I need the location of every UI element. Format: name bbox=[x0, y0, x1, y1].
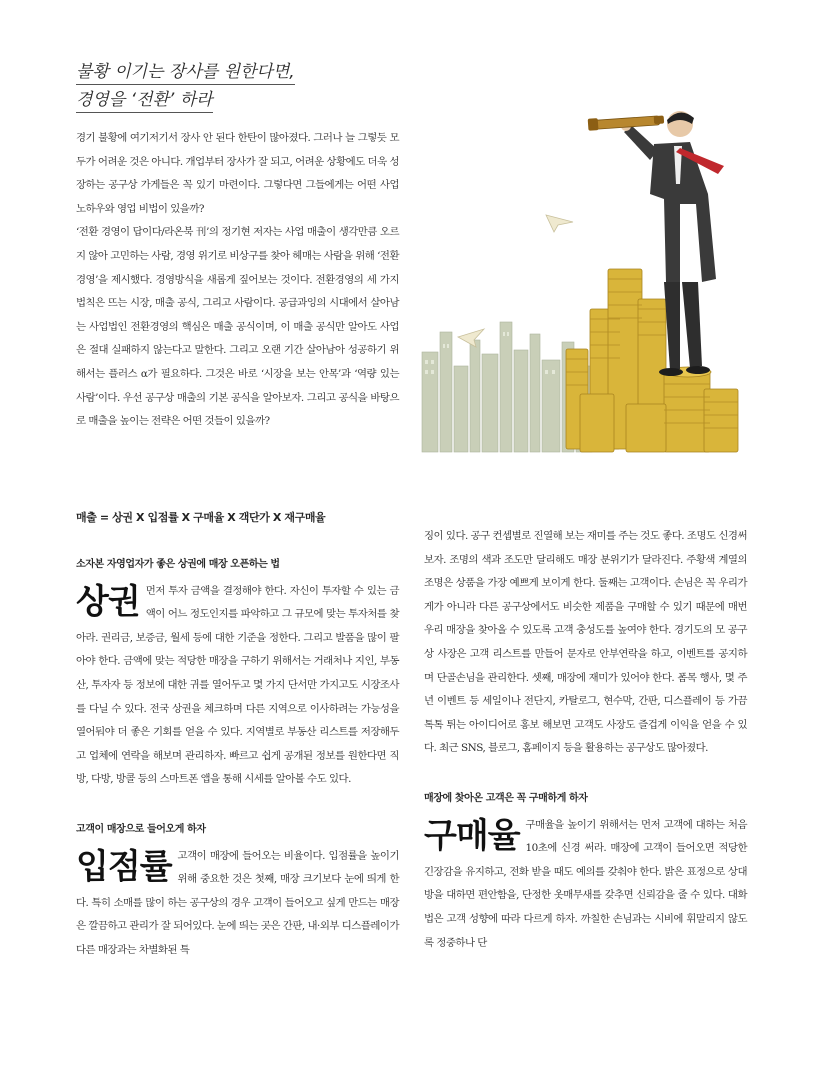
paper-plane-icon bbox=[546, 215, 573, 232]
dropcap-ipjeomnyul: 입점률 bbox=[76, 846, 172, 887]
spyglass-businessman-illustration bbox=[418, 104, 748, 454]
right-column bbox=[424, 525, 747, 955]
section-heading: 고객이 매장으로 들어오게 하자 bbox=[76, 823, 206, 835]
section-body: 고객이 매장에 들어오는 비율이다. 입점률을 높이기 위해 중요한 것은 첫째, 매장 크기보다 눈에 띄게 한다. 특히 소매를 많이 하는 공구상의 경우 고객이 들어오고 싶게 만드는 매장은 깔끔하고 관리가 잘 되어있다. 눈에 띄는 곳은 간판, 내·외부 디스플레이가 다른 매장과는 차별화된 특 bbox=[76, 849, 399, 956]
section-body-continued: 징이 있다. 공구 컨셉별로 진열해 보는 재미를 주는 것도 좋다. 조명도 신경써보자. 조명의 색과 조도만 달리해도 매장 분위기가 달라진다. 주황색 계열의 조명은 상품을 가장 예쁘게 보이게 한다. 둘째는 고객이다. 손님은 꼭 우리가게가 아니라 다른 공구상에서도 비슷한 제품을 구매할 수 있기 때문에 매번 우리 매장을 찾아올 수 있도록 고객 충성도를 높여야 한다. 경기도의 모 공구상 사장은 고객 리스트를 만들어 문자로 안부연락을 하고, 이벤트를 공지하며 단골손님을 관리한다. 셋째, 매장에 재미가 있어야 한다. 폼목 행사, 몇 주년 이벤트 등 세일이나 전단지, 카탈로그, 현수막, 간판, 디스플레이 등 가끔 톡톡 튀는 아이디어로 홍보 해보면 고객도 사장도 즐겁게 이익을 얻을 수 있다. 최근 SNS, 블로그, 홈페이지 등을 활용하는 공구상도 많아졌다. bbox=[424, 530, 747, 755]
section-body: 구매율을 높이기 위해서는 먼저 고객에 대하는 처음 10초에 신경 써라. 매장에 고객이 들어오면 적당한 긴장감을 유지하고, 전화 받을 때도 예의를 갖춰야 한다. 밝은 표정으로 상대방을 대하면 편안함을, 단정한 옷매무새를 갖추면 신뢰감을 줄 수 있다. 대화법은 고객 성향에 따라 다르게 하자. 까칠한 손님과는 시비에 휘말리지 않도록 정중하나 단 bbox=[424, 818, 747, 949]
coin-stacks-icon bbox=[566, 269, 738, 452]
dropcap-gumaeyul: 구매율 bbox=[424, 815, 520, 856]
dropcap-sanggwon: 상권 bbox=[76, 581, 140, 622]
intro-text bbox=[76, 127, 399, 434]
sales-formula: 매출 = 상권 X 입점률 X 구매율 X 객단가 X 재구매율 bbox=[76, 511, 326, 524]
headline-line-1: 불황 이기는 장사를 원한다면, bbox=[76, 57, 295, 82]
section-heading: 소자본 자영업자가 좋은 상권에 매장 오픈하는 법 bbox=[76, 559, 280, 570]
section-body: 먼저 투자 금액을 결정해야 한다. 자신이 투자할 수 있는 금액이 어느 정도인지를 파악하고 그 규모에 맞는 투자처를 찾아라. 권리금, 보증금, 월세 등에 대한 기준을 정한다. 그리고 발품을 많이 팔아야 한다. 금액에 맞는 적당한 매장을 구하기 위해서는 거래처나 지인, 부동산, 투자자 등 정보에 대한 귀를 열어두고 몇 가지 단서만 가지고도 시장조사를 다닐 수 있다. 전국 상권을 체크하며 다른 지역으로 이사하려는 가능성을 열어둬야 더 좋은 기회를 얻을 수 있다. 지역별로 부동산 리스트를 저장해두고 업체에 연락을 해보며 관리하자. 빠르고 쉽게 공개된 정보를 원한다면 직방, 다방, 방콜 등의 스마트폰 앱을 통해 시세를 알아볼 수도 있다. bbox=[76, 584, 399, 786]
headline-line-2: 경영을 ‘전환’ 하라 bbox=[76, 85, 213, 110]
intro-paragraph: 경기 불황에 여기저기서 장사 안 된다 한탄이 많아졌다. 그러나 늘 그렇듯 모두가 어려운 것은 아니다. 개업부터 장사가 잘 되고, 어려운 상황에도 더욱 성장하는 공구상 가게들은 꼭 있기 마련이다. 그렇다면 그들에게는 어떤 사업 노하우와 영업 비법이 있을까? bbox=[76, 132, 399, 215]
section-heading: 매장에 찾아온 고객은 꼭 구매하게 하자 bbox=[424, 792, 588, 804]
intro-paragraph: ‘전환 경영이 답이다/라온북 刊’의 정기현 저자는 사업 매출이 생각만큼 오르지 않아 고민하는 사람, 경영 위기로 비상구를 찾아 헤매는 사람을 위해 ‘전환경영’을 제시했다. 경영방식을 새롭게 짚어보는 것이다. 전환경영의 세 가지 법칙은 뜨는 시장, 매출 공식, 그리고 사람이다. 공급과잉의 시대에서 살아남는 사업법인 전환경영의 핵심은 매출 공식이며, 이 매출 공식만 알아도 사업은 절대 실패하지 않는다고 말한다. 그리고 오랜 기간 살아남아 성공하기 위해서는 플러스 α가 필요하다. 그것은 바로 ‘시장을 보는 안목’과 ‘역량 있는 사람’이다. 우선 공구상 매출의 기본 공식을 알아보자. 그리고 공식을 바탕으로 매출을 높이는 전략은 어떤 것들이 있을까? bbox=[76, 226, 399, 428]
left-column bbox=[76, 553, 399, 963]
